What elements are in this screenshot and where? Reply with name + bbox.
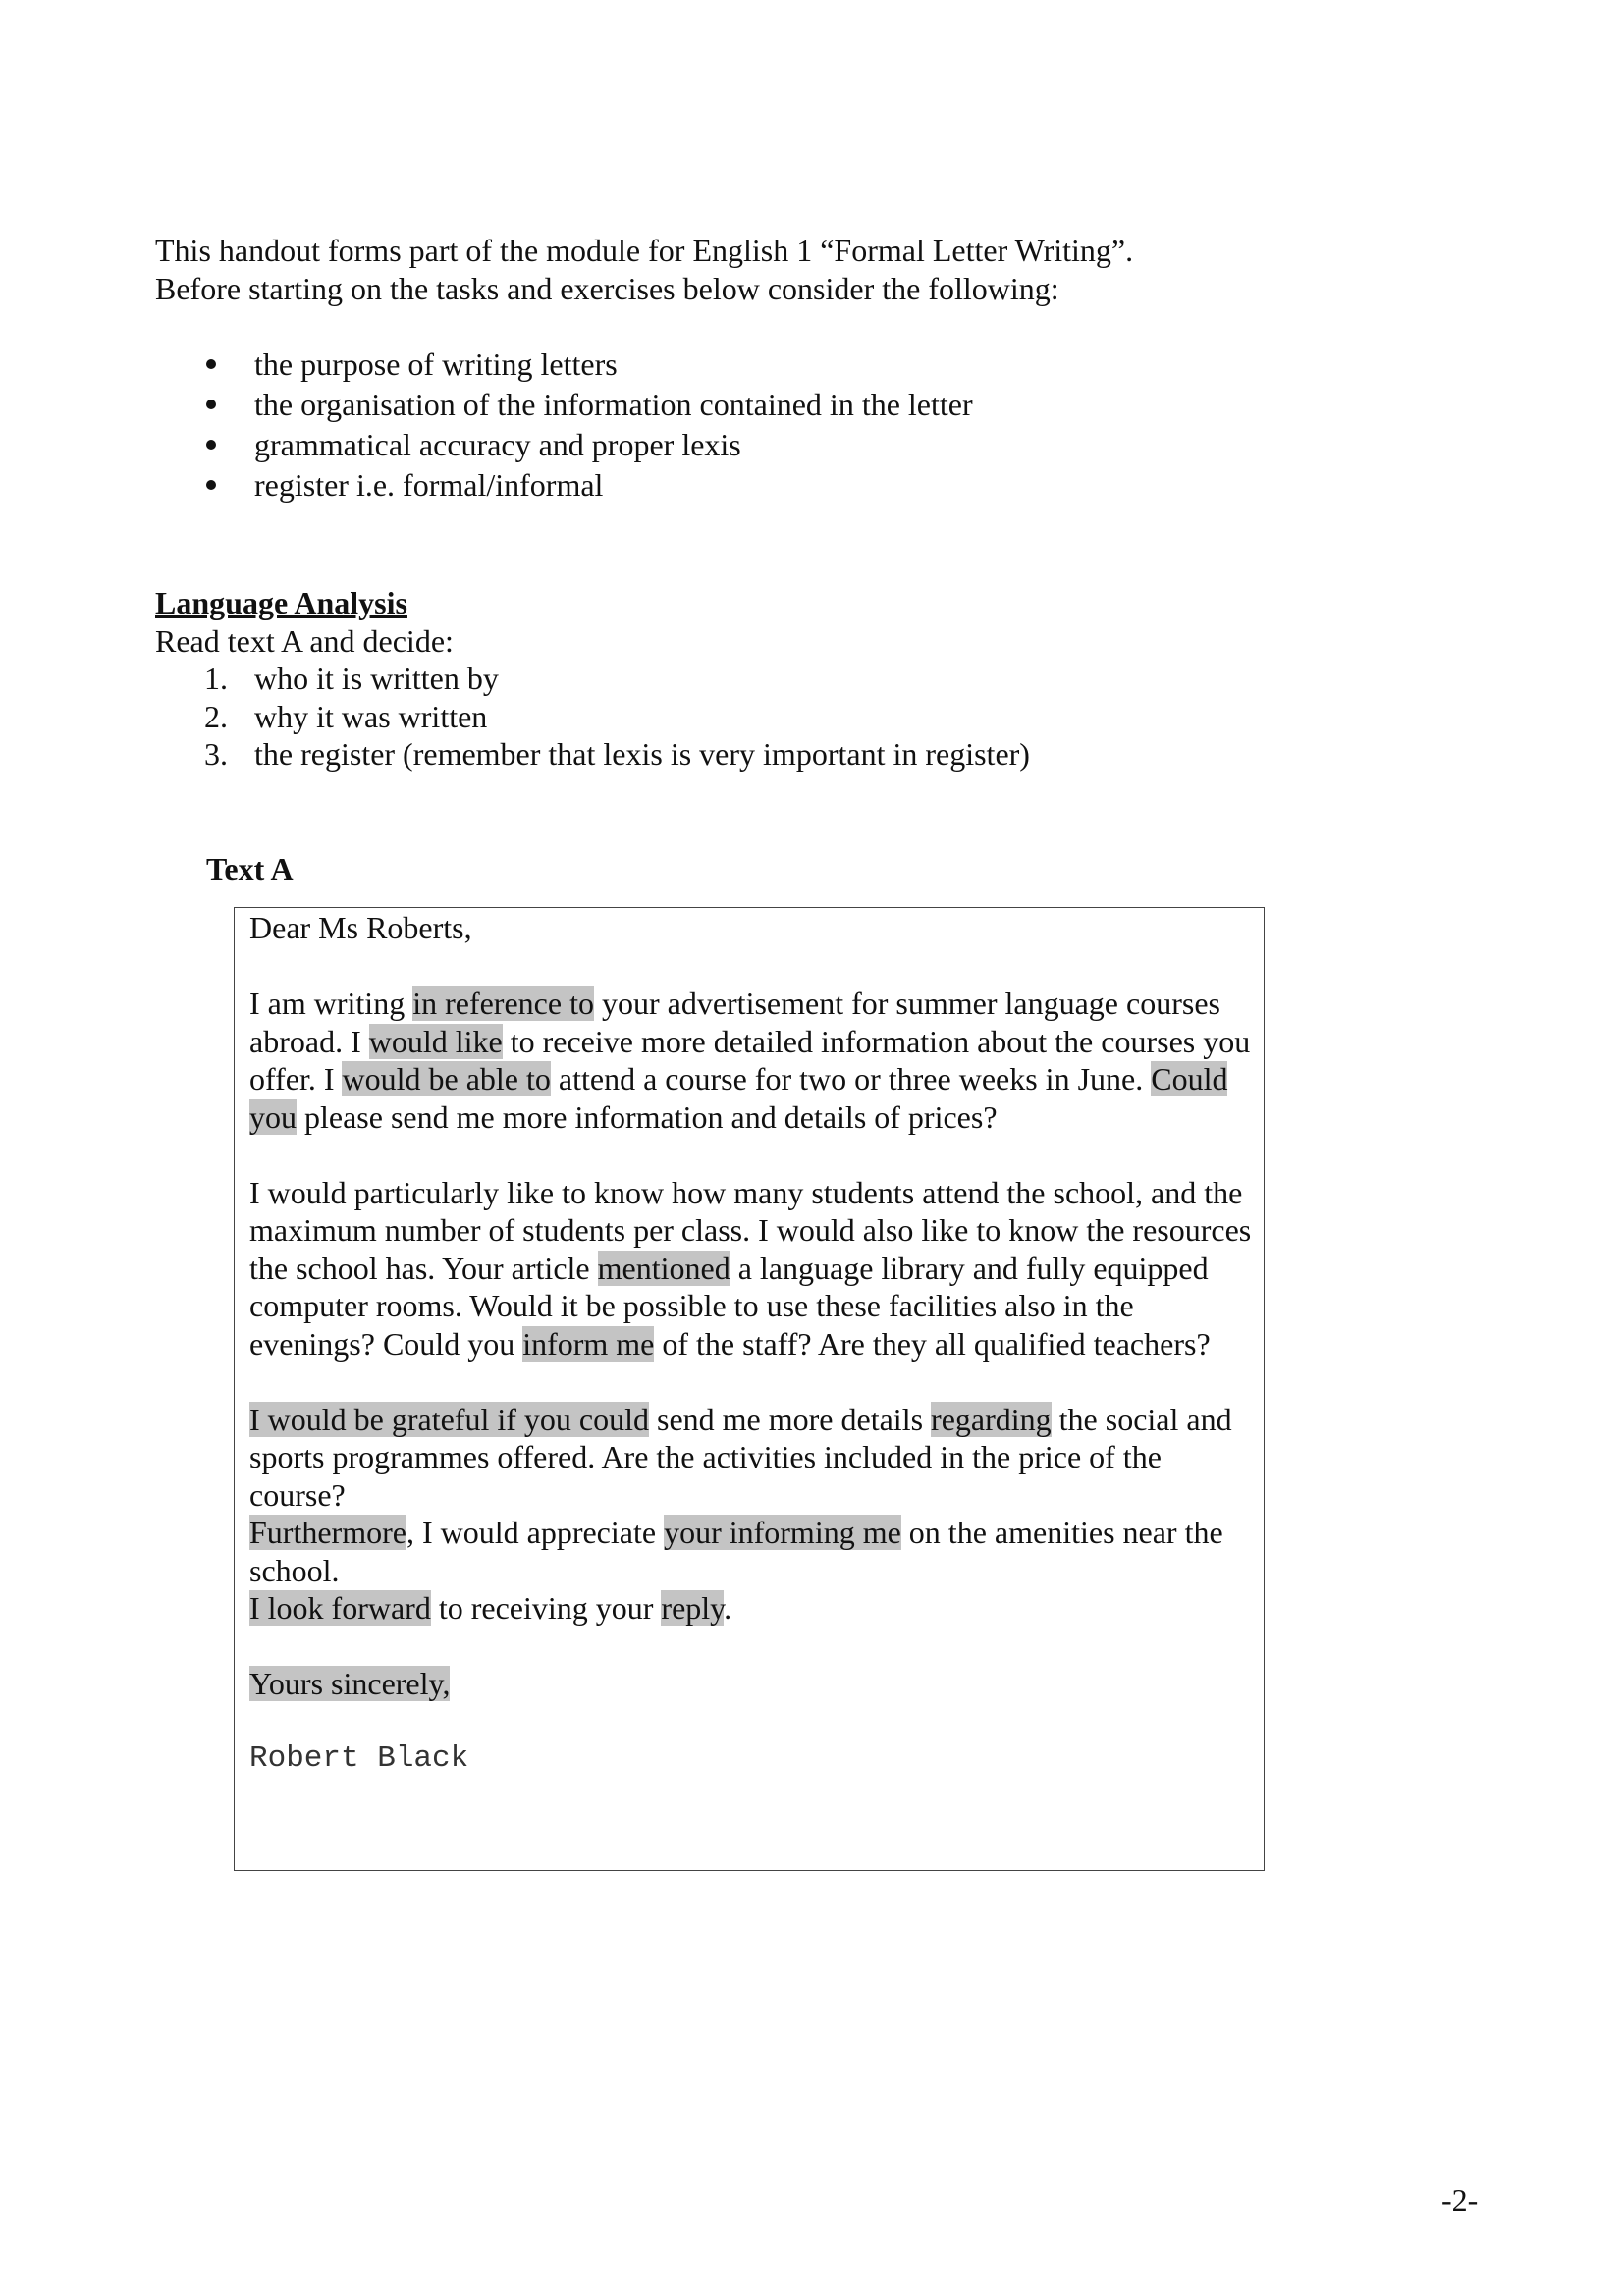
- list-item: register i.e. formal/informal: [155, 466, 973, 507]
- list-item: the purpose of writing letters: [155, 346, 973, 386]
- highlighted-phrase: Furthermore: [249, 1515, 406, 1550]
- highlighted-phrase: mentioned: [597, 1250, 730, 1286]
- questions-list: [155, 660, 1030, 774]
- highlighted-phrase: your informing me: [664, 1515, 901, 1550]
- text-a-title: Text A: [206, 851, 294, 886]
- highlighted-phrase: would be able to: [342, 1061, 551, 1096]
- list-item: the organisation of the information contained in the letter: [155, 386, 973, 426]
- highlighted-phrase: reply: [661, 1590, 725, 1626]
- page-number: -2-: [1441, 2182, 1479, 2217]
- letter-paragraph-2: I would particularly like to know how many students attend the school, and the maximum number of students per class. I would also like to know the resources the school has. Your article mentioned a language library and fully equipped computer rooms. Would it be possible to use these facilities also in the evenings? Could you inform me of the staff? Are they all qualified teachers?: [249, 1174, 1252, 1362]
- highlighted-phrase: Could you: [249, 1061, 1228, 1135]
- intro-line-2: Before starting on the tasks and exercises below consider the following:: [155, 270, 1059, 306]
- list-item: 2. why it was written: [204, 698, 488, 734]
- letter-signature: Robert Black: [249, 1741, 469, 1776]
- highlighted-phrase: regarding: [931, 1401, 1052, 1437]
- section-heading: Language Analysis: [155, 585, 407, 620]
- intro-line-1: This handout forms part of the module for English 1 “Formal Letter Writing”.: [155, 233, 1134, 268]
- letter-paragraph-4: Furthermore, I would appreciate your informing me on the amenities near the school.: [249, 1515, 1223, 1588]
- intro-paragraph: [155, 232, 1432, 307]
- letter-paragraph-3: I would be grateful if you could send me more details regarding the social and sports programmes offered. Are the activities included in the price of the course?: [249, 1401, 1232, 1513]
- highlighted-phrase: inform me: [522, 1325, 655, 1362]
- letter-salutation: Dear Ms Roberts,: [249, 910, 472, 945]
- highlighted-phrase: I would be grateful if you could: [249, 1401, 649, 1437]
- letter-closing: Yours sincerely,: [249, 1666, 451, 1701]
- letter-paragraph-5: I look forward to receiving your reply.: [249, 1590, 732, 1626]
- considerations-list: [155, 346, 973, 507]
- highlighted-phrase: I look forward: [249, 1590, 431, 1626]
- list-item: 1. who it is written by: [204, 661, 499, 696]
- letter-paragraph-1: I am writing in reference to your advertisement for summer language courses abroad. I would like to receive more detailed information about the courses you offer. I would be able to attend a course for two or three weeks in June. Could you please send me more information and details of prices?: [249, 986, 1251, 1135]
- highlighted-phrase: in reference to: [412, 986, 594, 1021]
- letter-body: [249, 909, 1261, 1816]
- list-item: 3. the register (remember that lexis is very important in register): [204, 736, 1030, 772]
- list-item: grammatical accuracy and proper lexis: [155, 426, 973, 466]
- instruction-text: Read text A and decide:: [155, 623, 454, 659]
- highlighted-phrase: would like: [368, 1023, 503, 1059]
